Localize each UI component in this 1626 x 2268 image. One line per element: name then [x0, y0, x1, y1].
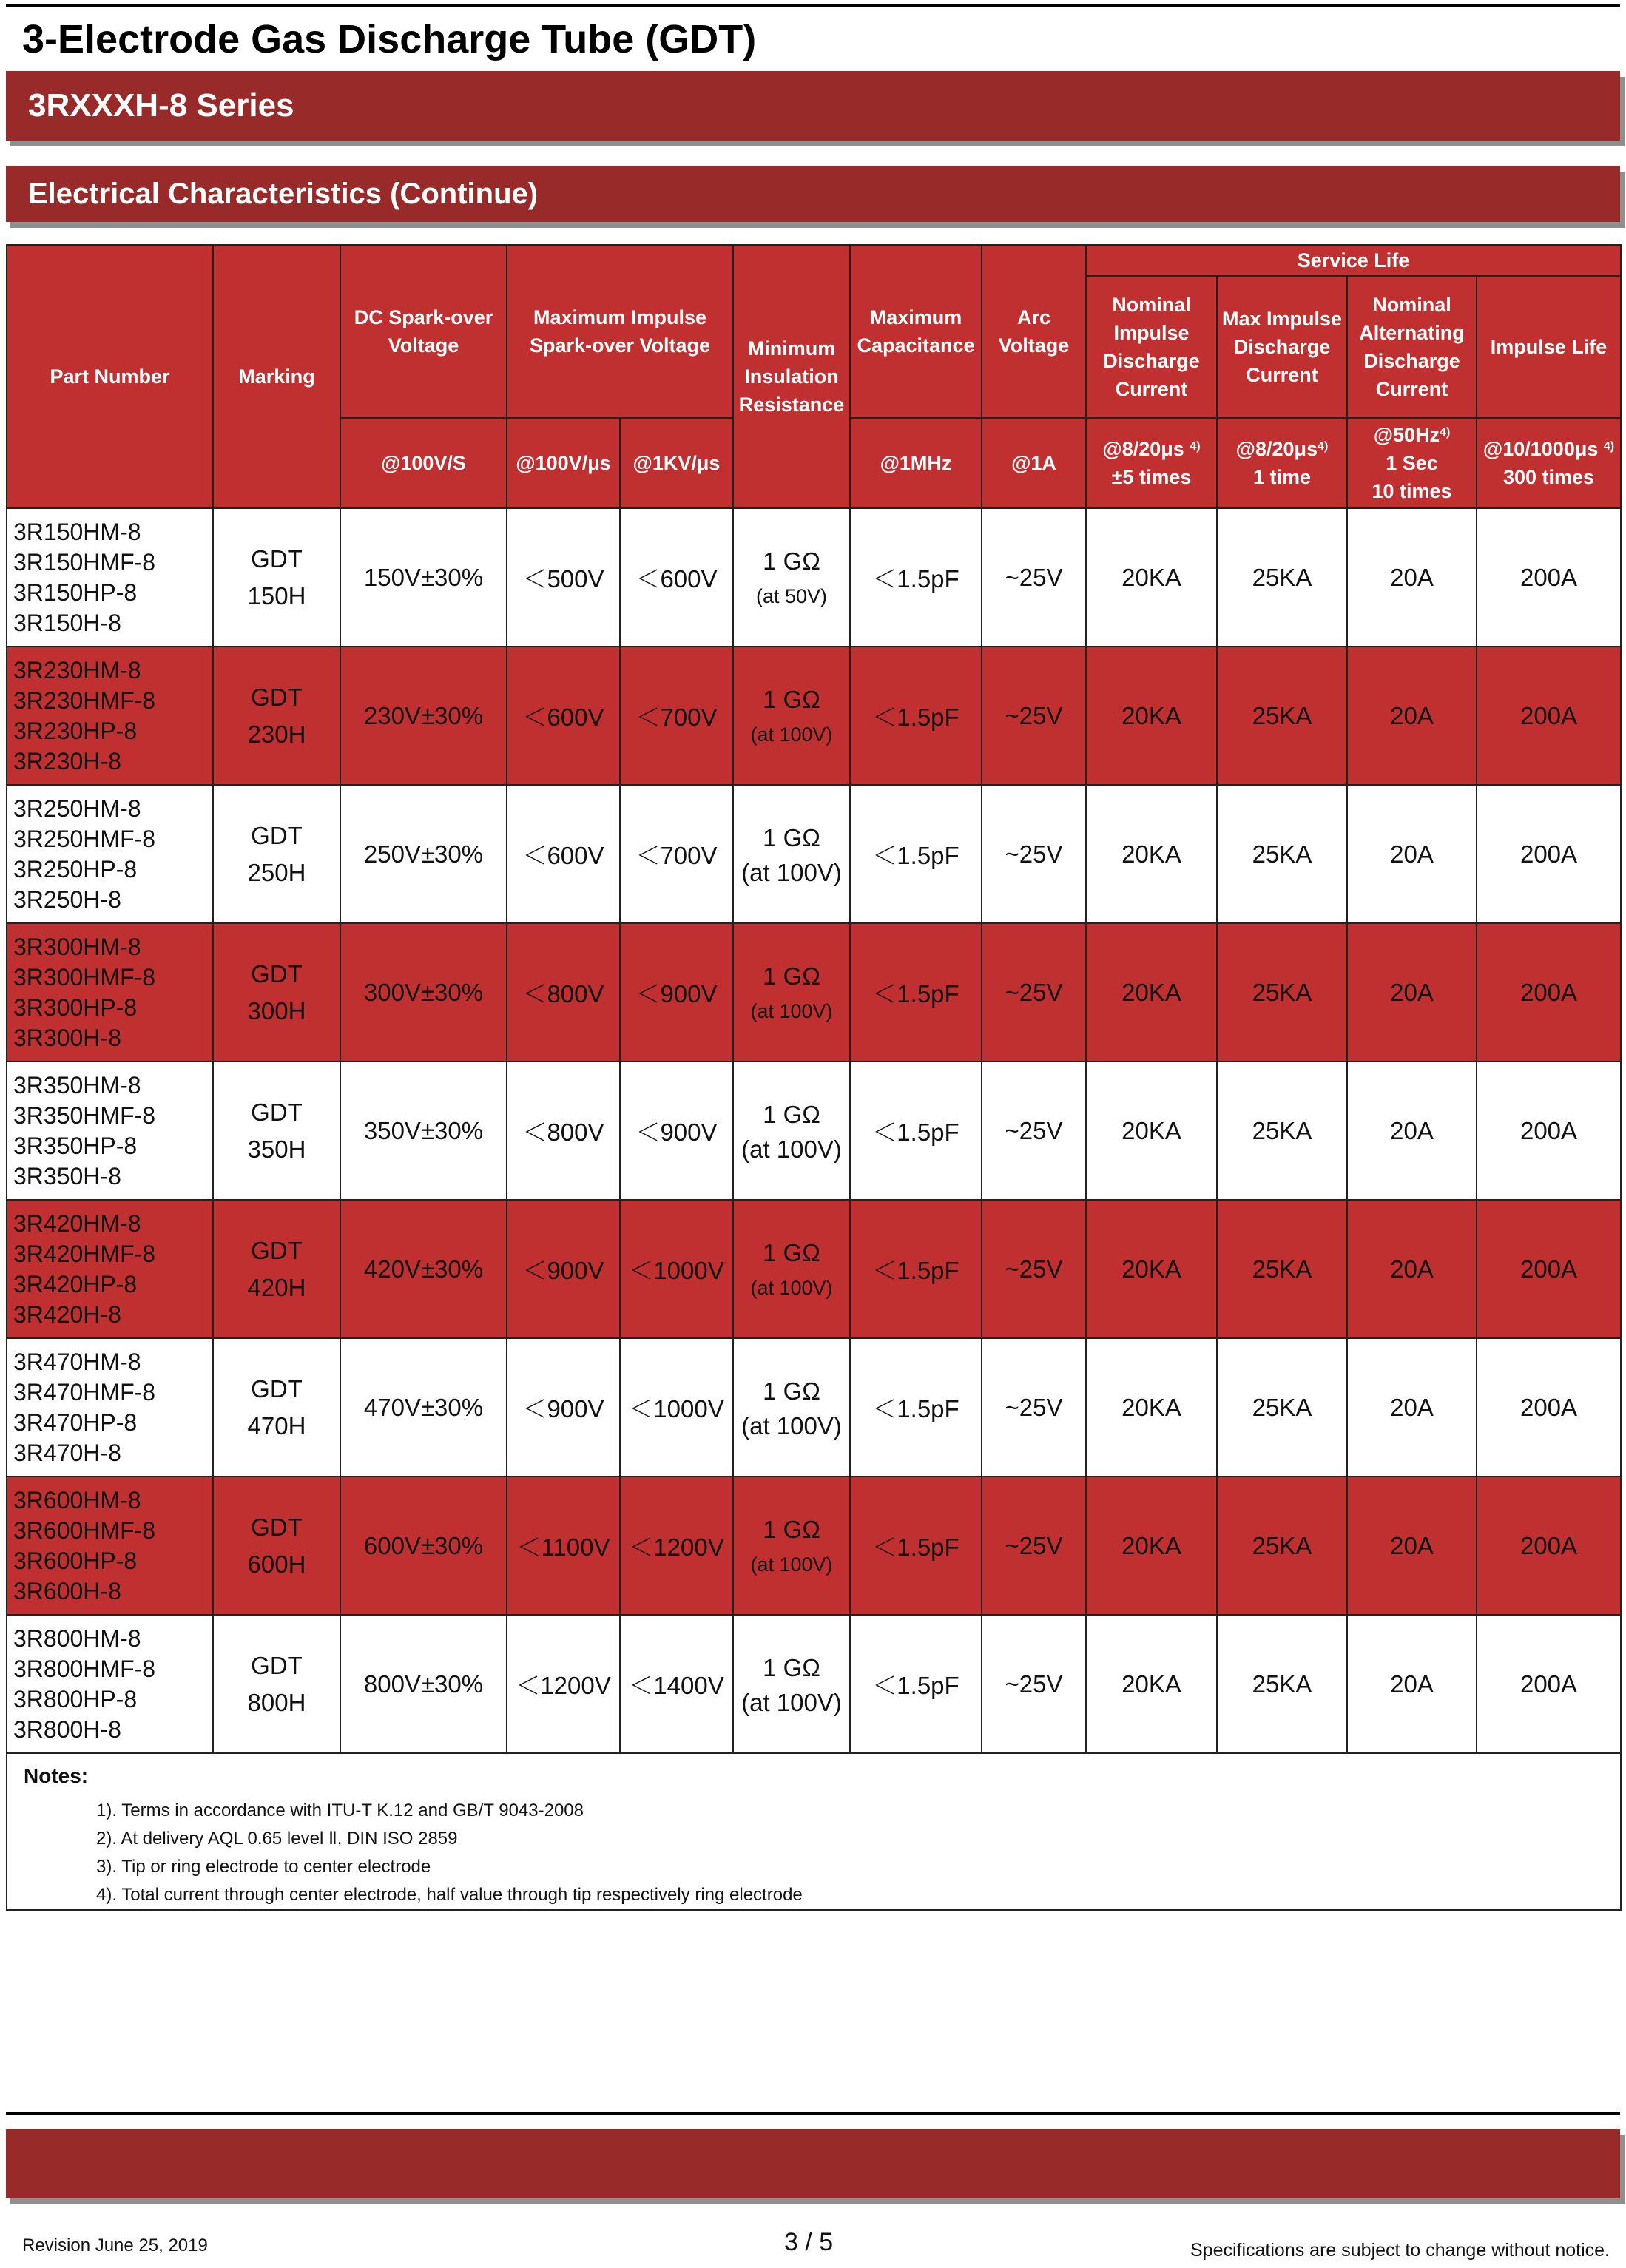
insulation-cell: 1 GΩ (at 100V)	[733, 1062, 850, 1200]
dc-spark-cell: 800V±30%	[340, 1615, 507, 1753]
max-impulse-cell: 25KA	[1217, 1200, 1347, 1338]
nominal-impulse-cell: 20KA	[1086, 1062, 1217, 1200]
electrical-characteristics-table	[6, 244, 1622, 1911]
imp-1kv-cell: ＜600V	[620, 508, 733, 647]
arc-voltage-cell: ~25V	[982, 1338, 1086, 1476]
dc-spark-cell: 470V±30%	[340, 1338, 507, 1476]
nominal-impulse-cell: 20KA	[1086, 923, 1217, 1062]
table-row	[7, 1200, 1621, 1338]
impulse-life-cell: 200A	[1477, 1338, 1621, 1476]
dc-spark-cell: 250V±30%	[340, 785, 507, 923]
notes-title: Notes:	[24, 1764, 89, 1787]
header-part-number: Part Number	[7, 245, 213, 508]
insulation-cell: 1 GΩ (at 100V)	[733, 923, 850, 1062]
cond-capacitance: @1MHz	[850, 418, 982, 508]
part-number-cell: 3R600HM-8 3R600HMF-8 3R600HP-8 3R600H-8	[7, 1476, 213, 1615]
nominal-impulse-cell: 20KA	[1086, 1200, 1217, 1338]
marking-cell: GDT 470H	[213, 1338, 340, 1476]
imp-100v-cell: ＜800V	[507, 1062, 620, 1200]
header-service-life: Service Life	[1086, 245, 1621, 276]
arc-voltage-cell: ~25V	[982, 1615, 1086, 1753]
impulse-life-cell: 200A	[1477, 647, 1621, 785]
header-max-capacitance: Maximum Capacitance	[850, 245, 982, 418]
imp-1kv-cell: ＜1000V	[620, 1200, 733, 1338]
insulation-cell: 1 GΩ (at 100V)	[733, 1338, 850, 1476]
alternating-cell: 20A	[1347, 508, 1477, 647]
arc-voltage-cell: ~25V	[982, 923, 1086, 1062]
impulse-life-cell: 200A	[1477, 1062, 1621, 1200]
header-max-impulse-discharge: Max Impulse Discharge Current	[1217, 276, 1347, 418]
imp-1kv-cell: ＜1000V	[620, 1338, 733, 1476]
part-number-cell: 3R150HM-8 3R150HMF-8 3R150HP-8 3R150H-8	[7, 508, 213, 647]
imp-1kv-cell: ＜1400V	[620, 1615, 733, 1753]
table-row	[7, 785, 1621, 923]
imp-100v-cell: ＜500V	[507, 508, 620, 647]
insulation-cell: 1 GΩ (at 100V)	[733, 647, 850, 785]
capacitance-cell: ＜1.5pF	[850, 508, 982, 647]
dc-spark-cell: 300V±30%	[340, 923, 507, 1062]
arc-voltage-cell: ~25V	[982, 785, 1086, 923]
header-marking: Marking	[213, 245, 340, 508]
nominal-impulse-cell: 20KA	[1086, 785, 1217, 923]
nominal-impulse-cell: 20KA	[1086, 508, 1217, 647]
capacitance-cell: ＜1.5pF	[850, 1615, 982, 1753]
cond-alternating: @50Hz$^{4)}$ 1 Sec 10 times	[1347, 418, 1477, 508]
marking-cell: GDT 420H	[213, 1200, 340, 1338]
alternating-cell: 20A	[1347, 923, 1477, 1062]
cond-arc: @1A	[982, 418, 1086, 508]
page-number: 3 / 5	[784, 2228, 834, 2256]
disclaimer: Specifications are subject to change without notice.	[1190, 2240, 1610, 2261]
alternating-cell: 20A	[1347, 1200, 1477, 1338]
header-nominal-impulse: Nominal Impulse Discharge Current	[1086, 276, 1217, 418]
capacitance-cell: ＜1.5pF	[850, 647, 982, 785]
part-number-cell: 3R300HM-8 3R300HMF-8 3R300HP-8 3R300H-8	[7, 923, 213, 1062]
impulse-life-cell: 200A	[1477, 1200, 1621, 1338]
header-impulse-life: Impulse Life	[1477, 276, 1621, 418]
cond-max-impulse: $@8/20\mu s^{4)}$ 1 time	[1217, 418, 1347, 508]
nominal-impulse-cell: 20KA	[1086, 647, 1217, 785]
nominal-impulse-cell: 20KA	[1086, 1476, 1217, 1615]
marking-cell: GDT 800H	[213, 1615, 340, 1753]
alternating-cell: 20A	[1347, 647, 1477, 785]
imp-100v-cell: ＜1200V	[507, 1615, 620, 1753]
cond-imp-100v: @100V/μs	[507, 418, 620, 508]
max-impulse-cell: 25KA	[1217, 647, 1347, 785]
imp-1kv-cell: ＜1200V	[620, 1476, 733, 1615]
insulation-cell: 1 GΩ (at 100V)	[733, 785, 850, 923]
marking-cell: GDT 600H	[213, 1476, 340, 1615]
marking-cell: GDT 230H	[213, 647, 340, 785]
dc-spark-cell: 420V±30%	[340, 1200, 507, 1338]
part-number-cell: 3R800HM-8 3R800HMF-8 3R800HP-8 3R800H-8	[7, 1615, 213, 1753]
insulation-cell: 1 GΩ (at 100V)	[733, 1476, 850, 1615]
imp-1kv-cell: ＜900V	[620, 923, 733, 1062]
impulse-life-cell: 200A	[1477, 1615, 1621, 1753]
cond-impulse-life: @10/1000μs $^{4)}$ 300 times	[1477, 418, 1621, 508]
note-item: 1). Terms in accordance with ITU-T K.12 and GB/T 9043-2008	[96, 1800, 584, 1820]
header-dc-spark: DC Spark-over Voltage	[340, 245, 507, 418]
impulse-life-cell: 200A	[1477, 508, 1621, 647]
max-impulse-cell: 25KA	[1217, 923, 1347, 1062]
arc-voltage-cell: ~25V	[982, 1062, 1086, 1200]
note-item: 2). At delivery AQL 0.65 level Ⅱ, DIN ISO 2859	[96, 1829, 458, 1849]
revision-date: Revision June 25, 2019	[22, 2235, 208, 2255]
notes-cell	[7, 1753, 1621, 1910]
capacitance-cell: ＜1.5pF	[850, 1338, 982, 1476]
document-title: 3-Electrode Gas Discharge Tube (GDT)	[22, 17, 757, 61]
dc-spark-cell: 350V±30%	[340, 1062, 507, 1200]
dc-spark-cell: 230V±30%	[340, 647, 507, 785]
alternating-cell: 20A	[1347, 1476, 1477, 1615]
insulation-cell: 1 GΩ (at 50V)	[733, 508, 850, 647]
dc-spark-cell: 600V±30%	[340, 1476, 507, 1615]
capacitance-cell: ＜1.5pF	[850, 923, 982, 1062]
part-number-cell: 3R420HM-8 3R420HMF-8 3R420HP-8 3R420H-8	[7, 1200, 213, 1338]
table-row	[7, 508, 1621, 647]
imp-100v-cell: ＜800V	[507, 923, 620, 1062]
insulation-cell: 1 GΩ (at 100V)	[733, 1200, 850, 1338]
part-number-cell: 3R350HM-8 3R350HMF-8 3R350HP-8 3R350H-8	[7, 1062, 213, 1200]
header-arc-voltage: Arc Voltage	[982, 245, 1086, 418]
marking-cell: GDT 300H	[213, 923, 340, 1062]
insulation-cell: 1 GΩ (at 100V)	[733, 1615, 850, 1753]
part-number-cell: 3R230HM-8 3R230HMF-8 3R230HP-8 3R230H-8	[7, 647, 213, 785]
max-impulse-cell: 25KA	[1217, 1615, 1347, 1753]
capacitance-cell: ＜1.5pF	[850, 785, 982, 923]
imp-1kv-cell: ＜700V	[620, 785, 733, 923]
part-number-cell: 3R470HM-8 3R470HMF-8 3R470HP-8 3R470H-8	[7, 1338, 213, 1476]
top-rule	[6, 4, 1620, 7]
max-impulse-cell: 25KA	[1217, 508, 1347, 647]
header-min-insulation: Minimum Insulation Resistance	[733, 245, 850, 508]
capacitance-cell: ＜1.5pF	[850, 1200, 982, 1338]
marking-cell: GDT 150H	[213, 508, 340, 647]
table-row	[7, 1062, 1621, 1200]
arc-voltage-cell: ~25V	[982, 1200, 1086, 1338]
note-item: 4). Total current through center electrode, half value through tip respectively ring electrode	[96, 1885, 803, 1905]
alternating-cell: 20A	[1347, 785, 1477, 923]
capacitance-cell: ＜1.5pF	[850, 1062, 982, 1200]
imp-100v-cell: ＜1100V	[507, 1476, 620, 1615]
impulse-life-cell: 200A	[1477, 1476, 1621, 1615]
dc-spark-cell: 150V±30%	[340, 508, 507, 647]
part-number-cell: 3R250HM-8 3R250HMF-8 3R250HP-8 3R250H-8	[7, 785, 213, 923]
cond-imp-1kv: @1KV/μs	[620, 418, 733, 508]
table-row	[7, 1615, 1621, 1753]
section-band: Electrical Characteristics (Continue)	[6, 166, 1620, 222]
impulse-life-cell: 200A	[1477, 923, 1621, 1062]
header-nominal-alternating: Nominal Alternating Discharge Current	[1347, 276, 1477, 418]
max-impulse-cell: 25KA	[1217, 1476, 1347, 1615]
footer-band	[6, 2129, 1620, 2198]
arc-voltage-cell: ~25V	[982, 1476, 1086, 1615]
table-row	[7, 1476, 1621, 1615]
imp-100v-cell: ＜900V	[507, 1338, 620, 1476]
impulse-life-cell: 200A	[1477, 785, 1621, 923]
alternating-cell: 20A	[1347, 1615, 1477, 1753]
nominal-impulse-cell: 20KA	[1086, 1615, 1217, 1753]
header-max-impulse: Maximum Impulse Spark-over Voltage	[507, 245, 733, 418]
marking-cell: GDT 250H	[213, 785, 340, 923]
alternating-cell: 20A	[1347, 1338, 1477, 1476]
table-row	[7, 923, 1621, 1062]
max-impulse-cell: 25KA	[1217, 1062, 1347, 1200]
alternating-cell: 20A	[1347, 1062, 1477, 1200]
table-row	[7, 647, 1621, 785]
imp-100v-cell: ＜900V	[507, 1200, 620, 1338]
max-impulse-cell: 25KA	[1217, 785, 1347, 923]
cond-nominal-impulse: @8/20μs $^{4)}$ ±5 times	[1086, 418, 1217, 508]
bottom-rule	[6, 2112, 1620, 2115]
cond-dc-spark: @100V/S	[340, 418, 507, 508]
note-item: 3). Tip or ring electrode to center electrode	[96, 1857, 431, 1877]
max-impulse-cell: 25KA	[1217, 1338, 1347, 1476]
arc-voltage-cell: ~25V	[982, 647, 1086, 785]
nominal-impulse-cell: 20KA	[1086, 1338, 1217, 1476]
table-row	[7, 1338, 1621, 1476]
imp-1kv-cell: ＜900V	[620, 1062, 733, 1200]
capacitance-cell: ＜1.5pF	[850, 1476, 982, 1615]
marking-cell: GDT 350H	[213, 1062, 340, 1200]
series-band: 3RXXXH-8 Series	[6, 71, 1620, 141]
imp-1kv-cell: ＜700V	[620, 647, 733, 785]
imp-100v-cell: ＜600V	[507, 785, 620, 923]
arc-voltage-cell: ~25V	[982, 508, 1086, 647]
imp-100v-cell: ＜600V	[507, 647, 620, 785]
